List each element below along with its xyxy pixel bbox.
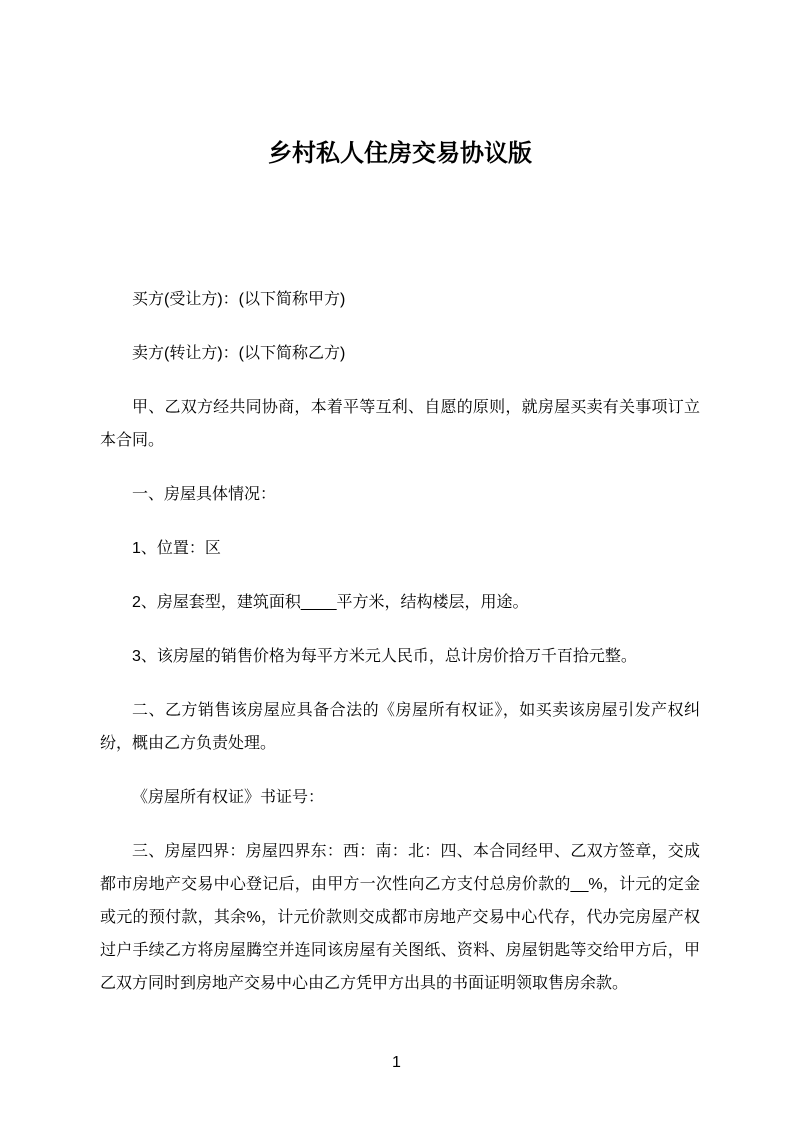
document-title: 乡村私人住房交易协议版 [268, 140, 532, 167]
paragraph-item-3-price: 3、该房屋的销售价格为每平方米元人民币，总计房价拾万千百拾元整。 [132, 648, 637, 665]
document-body [100, 283, 700, 1000]
paragraph-section-2: 二、乙方销售该房屋应具备合法的《房屋所有权证》，如买卖该房屋引发产权纠纷，概由乙方负责处理。 [100, 702, 700, 752]
paragraph-item-2-house-type: 2、房屋套型，建筑面积____平方米，结构楼层，用途。 [132, 594, 529, 611]
paragraph-seller-line: 卖方(转让方)：(以下简称乙方) [132, 345, 346, 362]
paragraph-buyer-line: 买方(受让方)：(以下简称甲方) [132, 291, 346, 308]
paragraph-section-1-heading: 一、房屋具体情况： [132, 486, 277, 503]
page-number: 1 [392, 1054, 401, 1071]
paragraph-item-1-location: 1、位置：区 [132, 540, 221, 557]
paragraph-certificate-number: 《房屋所有权证》书证号： [132, 789, 325, 806]
paragraph-section-3: 三、房屋四界：房屋四界东：西：南：北：四、本合同经甲、乙双方签章，交成都市房地产交易中心登记后，由甲方一次性向乙方支付总房价款的__%，计元的定金或元的预付款，其余%，计元价款则交成都市房地产交易中心代存，代办完房屋产权过户手续乙方将房屋腾空并连同该房屋有关图纸、资料、房屋钥匙等交给甲方后，甲乙双方同时到房地产交易中心由乙方凭甲方出具的书面证明领取售房余款。 [100, 843, 700, 992]
paragraph-preamble: 甲、乙双方经共同协商，本着平等互利、自愿的原则，就房屋买卖有关事项订立本合同。 [100, 399, 700, 449]
